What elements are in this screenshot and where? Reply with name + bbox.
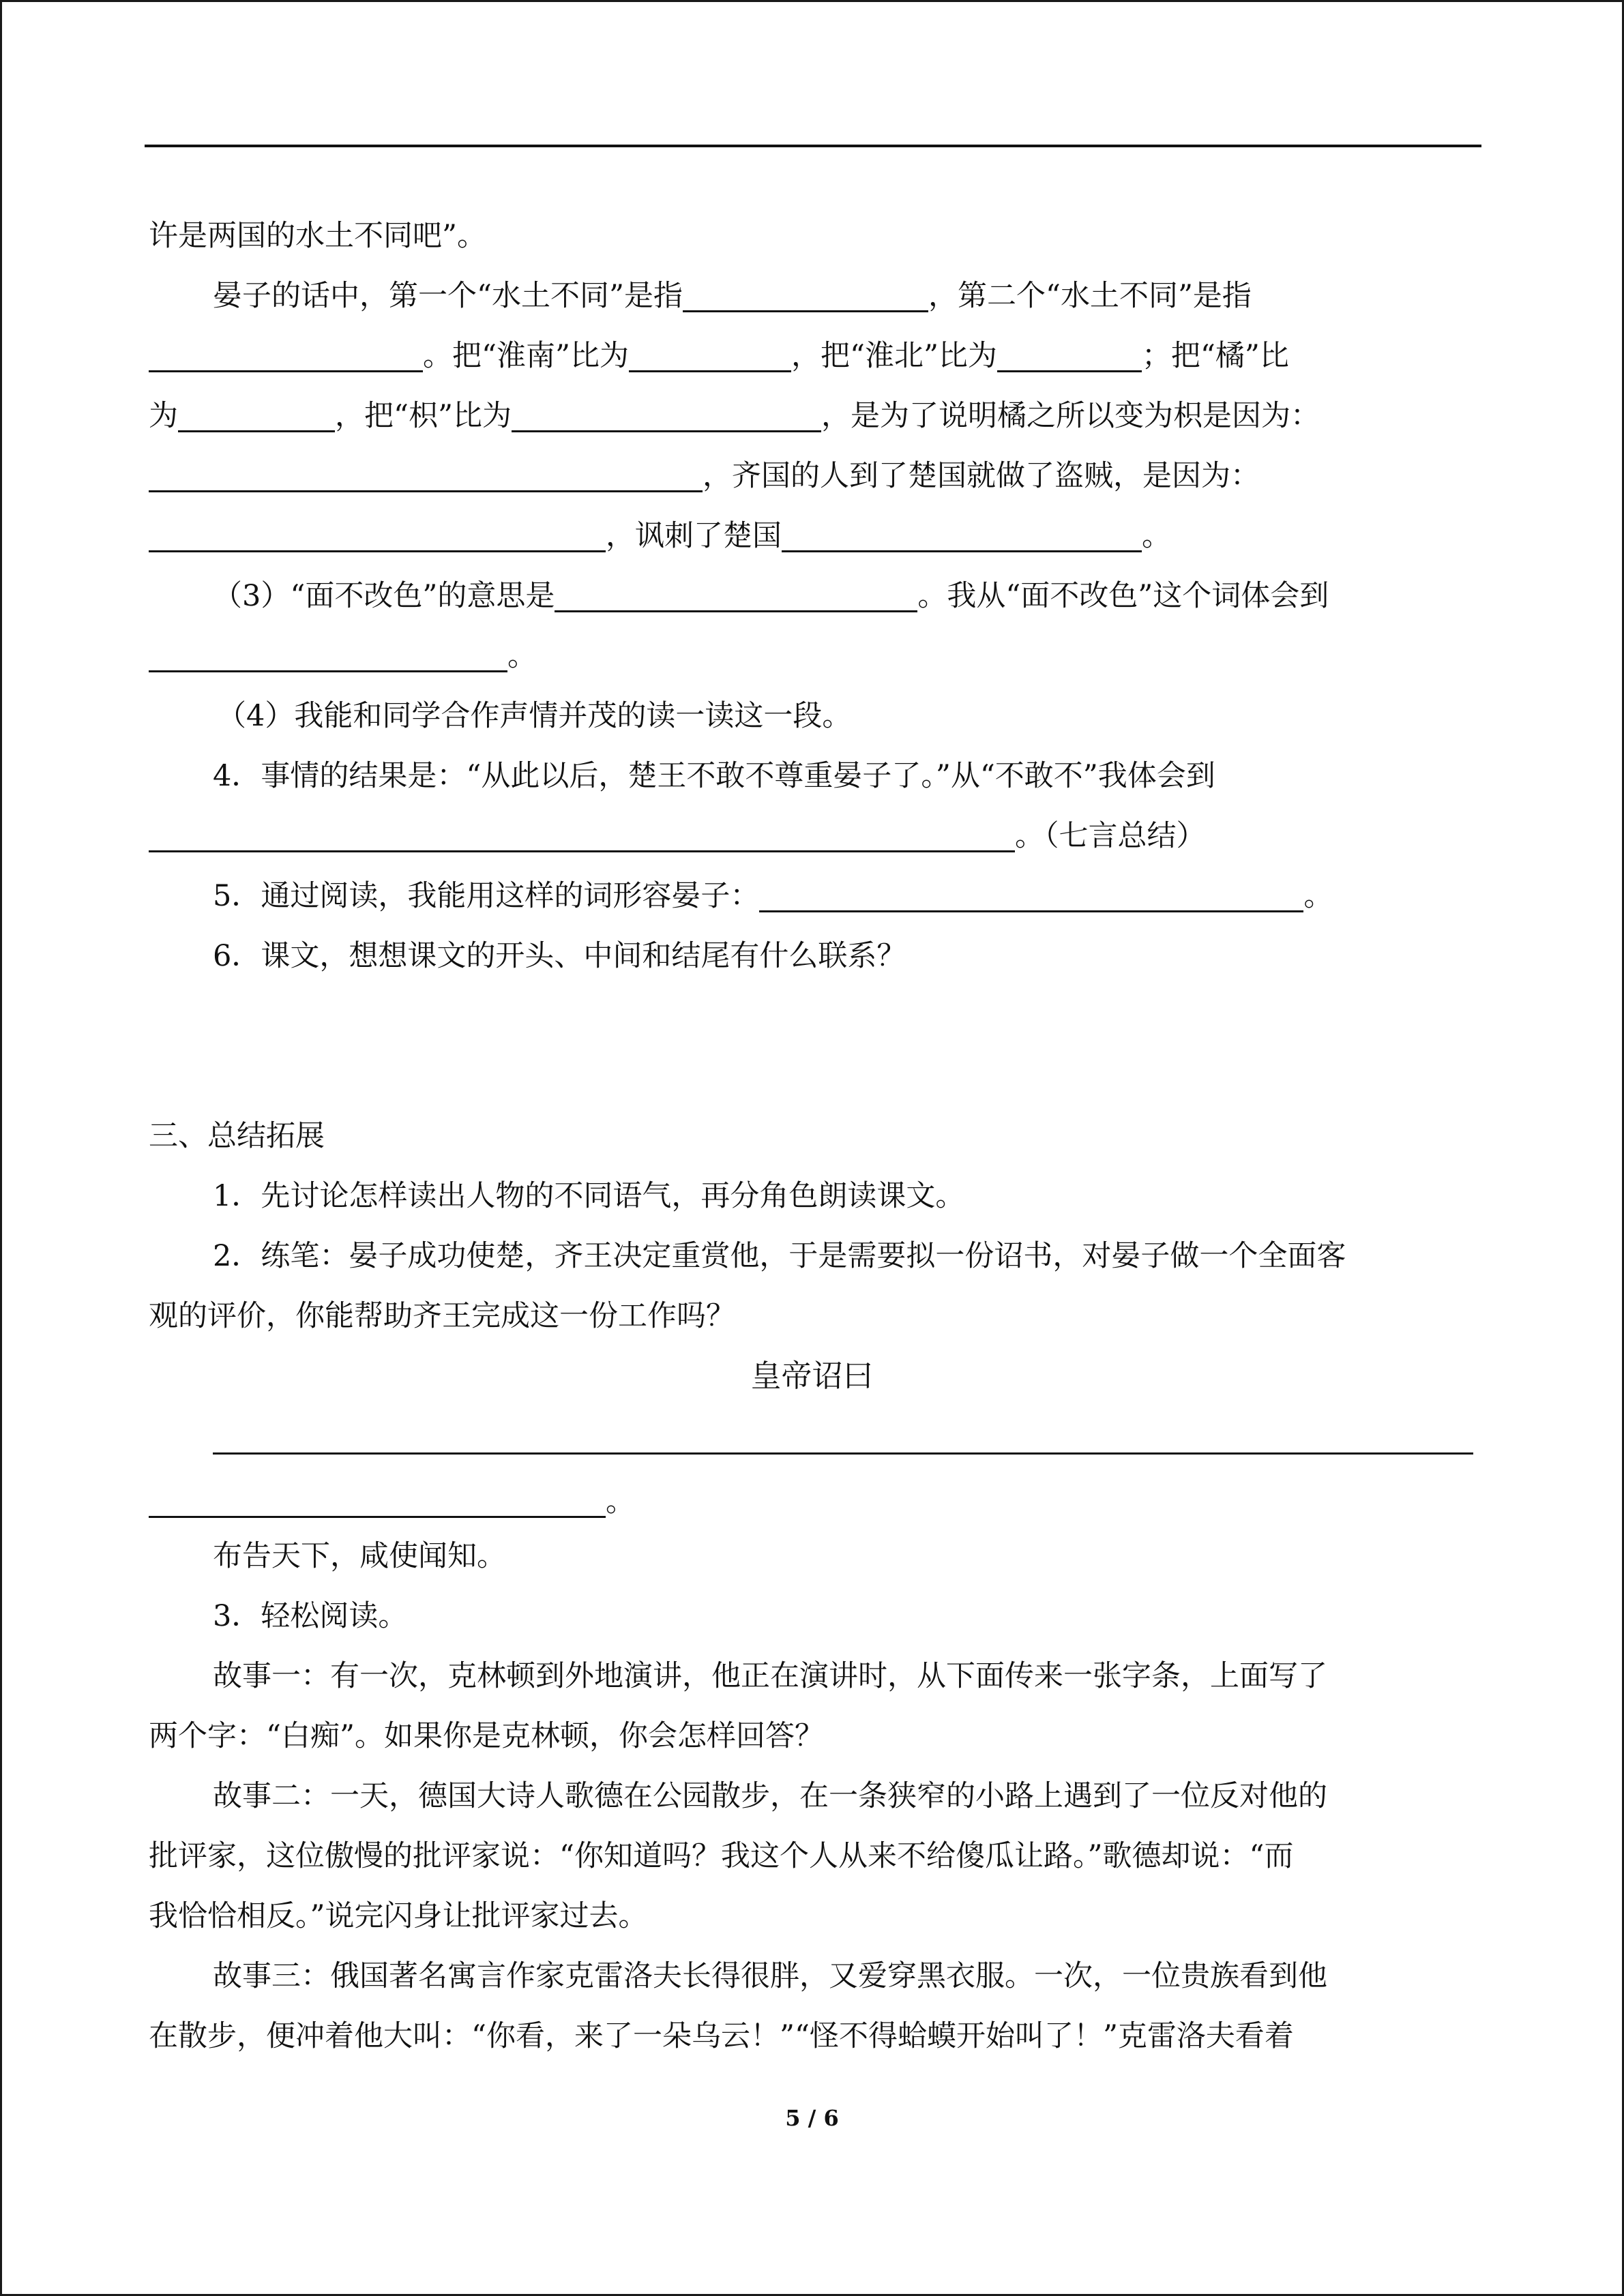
text-line: （3）“面不改色”的意思是 。我从“面不改色”这个词体会到 (213, 579, 1329, 613)
edict-title: 皇帝诏曰 (750, 1358, 874, 1394)
text-line: 。（七言总结） (0, 817, 1624, 855)
text-line: 我恰恰相反。”说完闪身让批评家过去。 (149, 1899, 648, 1933)
text-line: 故事三：俄国著名寓言作家克雷洛夫长得很胖，又爱穿黑衣服。一次，一位贵族看到他 (213, 1959, 1327, 1993)
answer-blank[interactable] (178, 399, 335, 432)
answer-blank[interactable] (555, 579, 917, 612)
answer-blank[interactable] (629, 339, 791, 372)
text-line: 5．通过阅读，我能用这样的词形容晏子： 。 (213, 879, 1333, 913)
text-line: 为 ，把“枳”比为 ，是为了说明橘之所以变为枳是因为： (149, 399, 1320, 433)
text-line: （4）我能和同学合作声情并茂的读一读这一段。 (217, 699, 852, 733)
header-rule (145, 145, 1481, 147)
text-line: 。把“淮南”比为 ，把“淮北”比为 ；把“橘”比 (0, 337, 1624, 375)
answer-blank[interactable] (149, 639, 507, 672)
answer-blank[interactable] (149, 519, 606, 552)
text-line: 故事一：有一次，克林顿到外地演讲，他正在演讲时，从下面传来一张字条，上面写了 (213, 1659, 1327, 1693)
answer-blank[interactable] (149, 339, 423, 372)
answer-blank[interactable] (683, 279, 928, 312)
section-heading: 三、总结拓展 (149, 1119, 325, 1153)
answer-blank[interactable] (782, 519, 1142, 552)
text-line: 晏子的话中，第一个“水土不同”是指 ，第二个“水土不同”是指 (213, 279, 1252, 313)
text-line: 布告天下，咸使闻知。 (213, 1539, 506, 1573)
answer-blank[interactable] (149, 1485, 606, 1518)
answer-blank[interactable] (149, 459, 703, 492)
text-line: 。 (0, 1482, 1624, 1521)
answer-blank[interactable] (997, 339, 1142, 372)
text-line: 4．事情的结果是：“从此以后，楚王不敢不尊重晏子了。”从“不敢不”我体会到 (213, 759, 1215, 793)
text-line: 许是两国的水土不同吧”。 (149, 219, 486, 253)
edict-writing-line[interactable] (213, 1452, 1473, 1455)
text-line: 2．练笔：晏子成功使楚，齐王决定重赏他，于是需要拟一份诏书，对晏子做一个全面客 (213, 1239, 1346, 1273)
text-line: 故事二：一天，德国大诗人歌德在公园散步，在一条狭窄的小路上遇到了一位反对他的 (213, 1779, 1327, 1813)
text-line: 。 (0, 637, 1624, 675)
text-line: 观的评价，你能帮助齐王完成这一份工作吗？ (149, 1299, 735, 1333)
text-line: 6．课文，想想课文的开头、中间和结尾有什么联系？ (213, 939, 906, 973)
text-line: 1．先讨论怎样读出人物的不同语气，再分角色朗读课文。 (213, 1179, 965, 1213)
text-line: 两个字：“白痴”。如果你是克林顿，你会怎样回答？ (149, 1719, 824, 1753)
text-line: ，齐国的人到了楚国就做了盗贼，是因为： (0, 457, 1624, 495)
text-line: 3．轻松阅读。 (213, 1599, 408, 1633)
answer-blank[interactable] (759, 879, 1303, 912)
answer-blank[interactable] (149, 819, 1015, 852)
page-number: 5 / 6 (785, 2105, 839, 2131)
text-line: ，讽刺了楚国 。 (0, 517, 1624, 555)
text-line: 批评家，这位傲慢的批评家说：“你知道吗？我这个人从来不给傻瓜让路。”歌德却说：“而 (149, 1839, 1294, 1873)
text-line: 在散步，便冲着他大叫：“你看，来了一朵乌云！”“怪不得蛤蟆开始叫了！”克雷洛夫看着 (149, 2019, 1294, 2053)
answer-blank[interactable] (512, 399, 821, 432)
